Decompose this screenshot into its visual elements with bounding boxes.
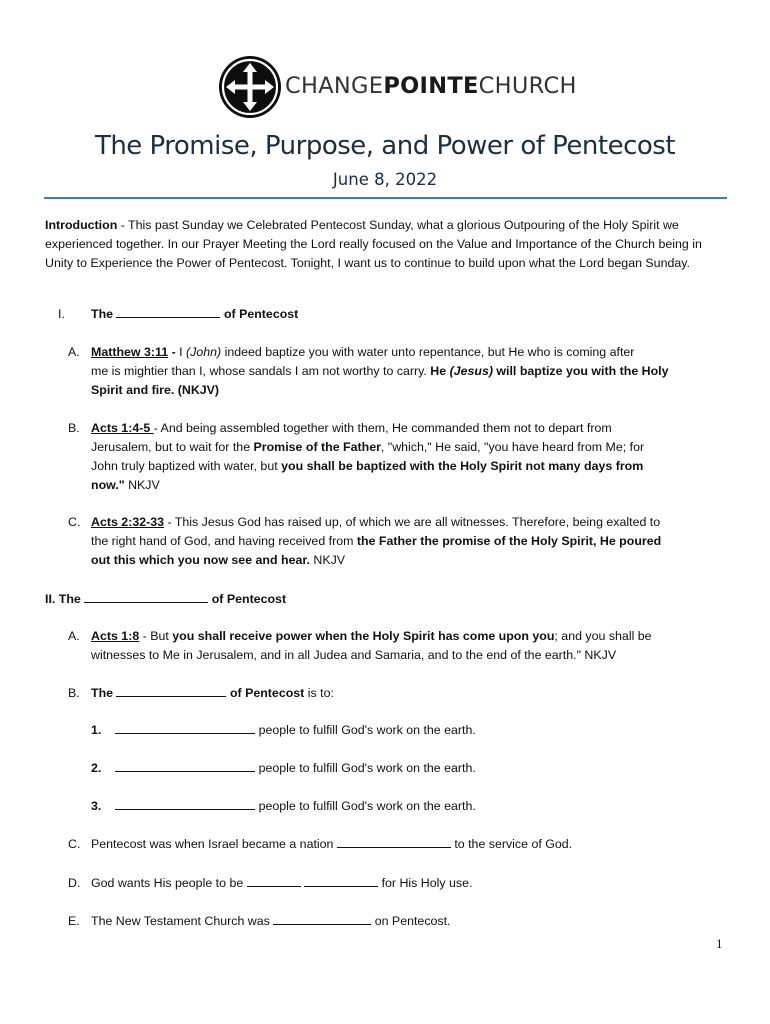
page-date: June 8, 2022	[332, 170, 438, 189]
section-2-a-line-1: Acts 1:8 - But you shall receive power when the Holy Spirit has come upon you; and you shall be	[91, 629, 652, 643]
section-2-c-line: Pentecost was when Israel became a nation to the service of God.	[91, 837, 573, 851]
section-1-a-line-2: me is mightier than I, whose sandals I am not worthy to carry. He (Jesus) will baptize you with the Holy	[91, 364, 669, 378]
fill-blank[interactable]	[273, 912, 371, 925]
item-letter: A.	[68, 345, 80, 359]
cross-arrows-icon	[219, 56, 281, 118]
intro-text: - This past Sunday we Celebrated Pentecost Sunday, what a glorious Outpouring of the Holy Spirit we experienced together. In our Prayer Meeting the Lord really focused on the Value and Importance of the Church being in Unity to Experience the Power of Pentecost. Tonight, I want us to continue to build upon what the Lord began Sunday.	[45, 218, 702, 270]
fill-blank[interactable]	[115, 797, 255, 810]
church-logo	[219, 56, 577, 122]
fill-blank[interactable]	[84, 590, 208, 603]
section-1-number: I.	[58, 307, 65, 321]
intro-paragraph	[45, 216, 725, 273]
section-1-a-line-1: Matthew 3:11 - I (John) indeed baptize you with water unto repentance, but He who is coming after	[91, 345, 635, 359]
item-letter: B.	[68, 686, 80, 700]
section-2-d-line: God wants His people to be for His Holy use.	[91, 876, 473, 890]
logo-wordmark: CHANGEPOINTECHURCH	[285, 73, 577, 99]
item-letter: C.	[68, 837, 81, 851]
section-1-b-line-3: John truly baptized with water, but you shall be baptized with the Holy Spirit not many days from	[91, 459, 644, 473]
intro-label: Introduction	[45, 218, 118, 232]
section-2-a-line-2: witnesses to Me in Jerusalem, and in all Judea and Samaria, and to the end of the earth." NKJV	[91, 648, 617, 662]
item-letter: D.	[68, 876, 81, 890]
section-1-b-line-2: Jerusalem, but to wait for the Promise of the Father, "which," He said, "you have heard from Me; for	[91, 440, 645, 454]
fill-blank[interactable]	[115, 759, 255, 772]
page-title: The Promise, Purpose, and Power of Pentecost	[94, 131, 676, 161]
list-item: 1. people to fulfill God's work on the earth.	[91, 723, 476, 737]
fill-blank[interactable]	[116, 684, 226, 697]
fill-blank[interactable]	[304, 874, 378, 887]
page-number: 1	[716, 936, 723, 951]
section-1-c-line-2: the right hand of God, and having received from the Father the promise of the Holy Spirit, He poured	[91, 534, 662, 548]
fill-blank[interactable]	[247, 874, 301, 887]
section-2-e-line: The New Testament Church was on Pentecost.	[91, 914, 451, 928]
section-2-b-heading: The of Pentecost is to:	[91, 686, 334, 700]
list-item: 3. people to fulfill God's work on the earth.	[91, 799, 476, 813]
section-1-b-line-1: Acts 1:4-5 - And being assembled together with them, He commanded them not to depart from	[91, 421, 612, 435]
list-item: 2. people to fulfill God's work on the earth.	[91, 761, 476, 775]
section-1-b-line-4: now." NKJV	[91, 478, 160, 492]
section-2-heading: II. The of Pentecost	[45, 592, 287, 606]
fill-blank[interactable]	[337, 835, 451, 848]
title-divider	[44, 197, 727, 199]
section-1-c-line-1: Acts 2:32-33 - This Jesus God has raised up, of which we are all witnesses. Therefore, being exalted to	[91, 515, 661, 529]
item-letter: C.	[68, 515, 81, 529]
item-letter: B.	[68, 421, 80, 435]
item-letter: E.	[68, 914, 80, 928]
section-1-a-line-3: Spirit and fire. (NKJV)	[91, 383, 220, 397]
item-letter: A.	[68, 629, 80, 643]
fill-blank[interactable]	[115, 721, 255, 734]
section-1-heading: The of Pentecost	[91, 307, 299, 321]
fill-blank[interactable]	[116, 305, 220, 318]
section-1-c-line-3: out this which you now see and hear. NKJV	[91, 553, 346, 567]
